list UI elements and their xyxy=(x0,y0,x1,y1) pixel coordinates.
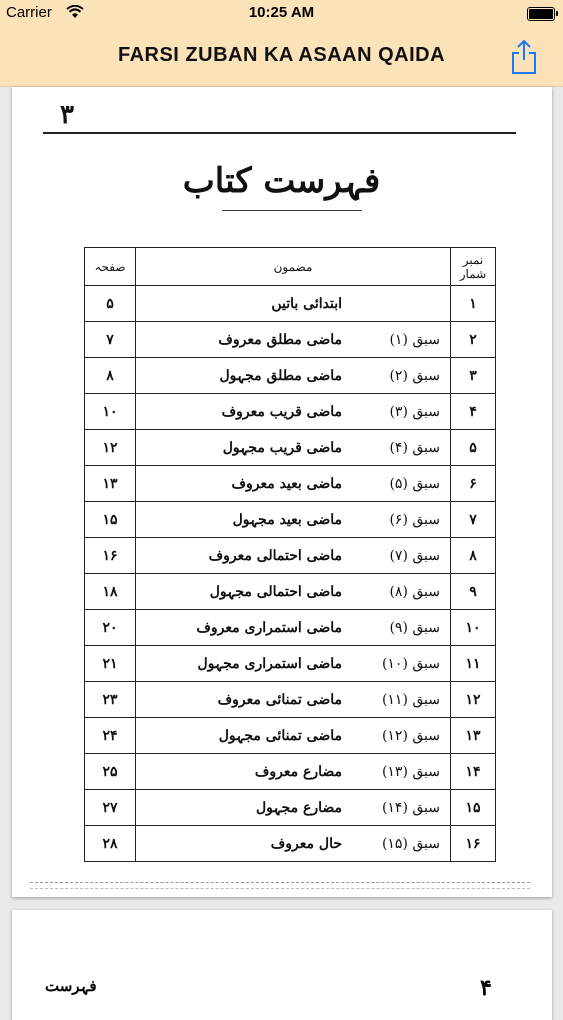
lesson-label: سبق (۶) xyxy=(389,511,440,528)
row-subject xyxy=(136,790,451,826)
row-number: ۵ xyxy=(451,430,496,466)
table-row xyxy=(85,466,496,502)
lesson-label: سبق (۸) xyxy=(389,583,440,600)
lesson-label: سبق (۱۴) xyxy=(381,799,440,816)
table-header-row xyxy=(85,248,496,286)
table-row xyxy=(85,538,496,574)
lesson-label: سبق (۱۰) xyxy=(381,655,440,672)
row-page: ۱۰ xyxy=(85,394,136,430)
table-row xyxy=(85,430,496,466)
document-page-2 xyxy=(12,910,552,1020)
header-rule xyxy=(43,132,516,134)
row-subject xyxy=(136,358,451,394)
table-row xyxy=(85,358,496,394)
row-number: ۸ xyxy=(451,538,496,574)
lesson-label: سبق (۱۲) xyxy=(381,727,440,744)
row-number: ۷ xyxy=(451,502,496,538)
row-number: ۱۶ xyxy=(451,826,496,862)
lesson-title: ابتدائی باتیں xyxy=(271,295,342,312)
table-row xyxy=(85,646,496,682)
lesson-label: سبق (۷) xyxy=(389,547,440,564)
row-number: ۱۳ xyxy=(451,718,496,754)
lesson-label: سبق (۹) xyxy=(389,619,440,636)
lesson-title: ماضی احتمالی معروف xyxy=(208,547,342,564)
lesson-label: سبق (۵) xyxy=(389,475,440,492)
lesson-title: مضارع مجہول xyxy=(255,799,342,816)
row-page: ۱۲ xyxy=(85,430,136,466)
row-number: ۹ xyxy=(451,574,496,610)
row-subject xyxy=(136,430,451,466)
table-row xyxy=(85,718,496,754)
lesson-label: سبق (۱۵) xyxy=(381,835,440,852)
row-page: ۸ xyxy=(85,358,136,394)
page-bottom-rule-2 xyxy=(30,888,530,889)
row-subject xyxy=(136,394,451,430)
navigation-bar xyxy=(0,30,563,87)
table-row xyxy=(85,394,496,430)
page-heading: فہرست کتاب xyxy=(182,161,381,201)
row-page: ۲۳ xyxy=(85,682,136,718)
share-icon[interactable] xyxy=(508,38,540,76)
row-number: ۴ xyxy=(451,394,496,430)
lesson-label: سبق (۱۱) xyxy=(381,691,440,708)
nav-title: FARSI ZUBAN KA ASAAN QAIDA xyxy=(117,44,446,66)
row-subject xyxy=(136,682,451,718)
row-subject xyxy=(136,322,451,358)
row-number: ۱ xyxy=(451,286,496,322)
lesson-title: ماضی قریب معروف xyxy=(221,403,342,420)
lesson-title: ماضی بعید مجہول xyxy=(232,511,342,528)
row-page: ۵ xyxy=(85,286,136,322)
table-row xyxy=(85,790,496,826)
row-page: ۲۵ xyxy=(85,754,136,790)
lesson-title: ماضی قریب مجہول xyxy=(222,439,342,456)
lesson-title: ماضی استمراری معروف xyxy=(196,619,342,636)
contents-table xyxy=(84,247,496,862)
table-row xyxy=(85,574,496,610)
row-number: ۱۰ xyxy=(451,610,496,646)
row-number: ۱۱ xyxy=(451,646,496,682)
lesson-label: سبق (۱۳) xyxy=(381,763,440,780)
row-page: ۱۸ xyxy=(85,574,136,610)
heading-underline xyxy=(222,210,362,211)
row-page: ۲۰ xyxy=(85,610,136,646)
lesson-label: سبق (۱) xyxy=(389,331,440,348)
column-header-subject: مضمون xyxy=(136,248,451,286)
row-subject xyxy=(136,502,451,538)
row-page: ۱۳ xyxy=(85,466,136,502)
lesson-title: ماضی مطلق مجہول xyxy=(219,367,342,384)
table-row xyxy=(85,286,496,322)
lesson-label: سبق (۲) xyxy=(389,367,440,384)
lesson-title: ماضی بعید معروف xyxy=(231,475,342,492)
row-page: ۱۶ xyxy=(85,538,136,574)
table-row xyxy=(85,826,496,862)
page-number-2: ۴ xyxy=(480,975,492,1001)
row-page: ۲۸ xyxy=(85,826,136,862)
clock: 10:25 AM xyxy=(248,4,315,21)
running-head: فہرست xyxy=(45,977,97,995)
lesson-title: ماضی مطلق معروف xyxy=(218,331,342,348)
lesson-label: سبق (۴) xyxy=(389,439,440,456)
row-subject xyxy=(136,718,451,754)
row-subject xyxy=(136,538,451,574)
row-number: ۳ xyxy=(451,358,496,394)
battery-icon xyxy=(527,7,555,21)
lesson-title: ماضی استمراری مجہول xyxy=(197,655,342,672)
row-subject xyxy=(136,610,451,646)
row-subject xyxy=(136,754,451,790)
lesson-title: مضارع معروف xyxy=(254,763,342,780)
row-page: ۲۷ xyxy=(85,790,136,826)
row-number: ۶ xyxy=(451,466,496,502)
row-page: ۲۴ xyxy=(85,718,136,754)
table-row xyxy=(85,610,496,646)
page-bottom-rule xyxy=(30,882,530,883)
row-subject xyxy=(136,646,451,682)
carrier-label: Carrier xyxy=(6,4,52,21)
table-row xyxy=(85,502,496,538)
column-header-number: نمبر شمار xyxy=(451,248,496,286)
column-header-page: صفحہ xyxy=(85,248,136,286)
lesson-title: ماضی تمنائی مجہول xyxy=(218,727,342,744)
status-bar xyxy=(0,0,563,30)
table-row xyxy=(85,682,496,718)
row-subject xyxy=(136,286,451,322)
row-number: ۱۵ xyxy=(451,790,496,826)
row-page: ۲۱ xyxy=(85,646,136,682)
page-number: ۳ xyxy=(60,100,74,130)
row-number: ۲ xyxy=(451,322,496,358)
lesson-title: حال معروف xyxy=(270,835,342,852)
row-subject xyxy=(136,826,451,862)
table-row xyxy=(85,754,496,790)
lesson-title: ماضی احتمالی مجہول xyxy=(209,583,342,600)
lesson-title: ماضی تمنائی معروف xyxy=(217,691,342,708)
row-page: ۷ xyxy=(85,322,136,358)
lesson-label: سبق (۳) xyxy=(389,403,440,420)
table-row xyxy=(85,322,496,358)
row-number: ۱۴ xyxy=(451,754,496,790)
row-number: ۱۲ xyxy=(451,682,496,718)
row-subject xyxy=(136,466,451,502)
row-page: ۱۵ xyxy=(85,502,136,538)
row-subject xyxy=(136,574,451,610)
